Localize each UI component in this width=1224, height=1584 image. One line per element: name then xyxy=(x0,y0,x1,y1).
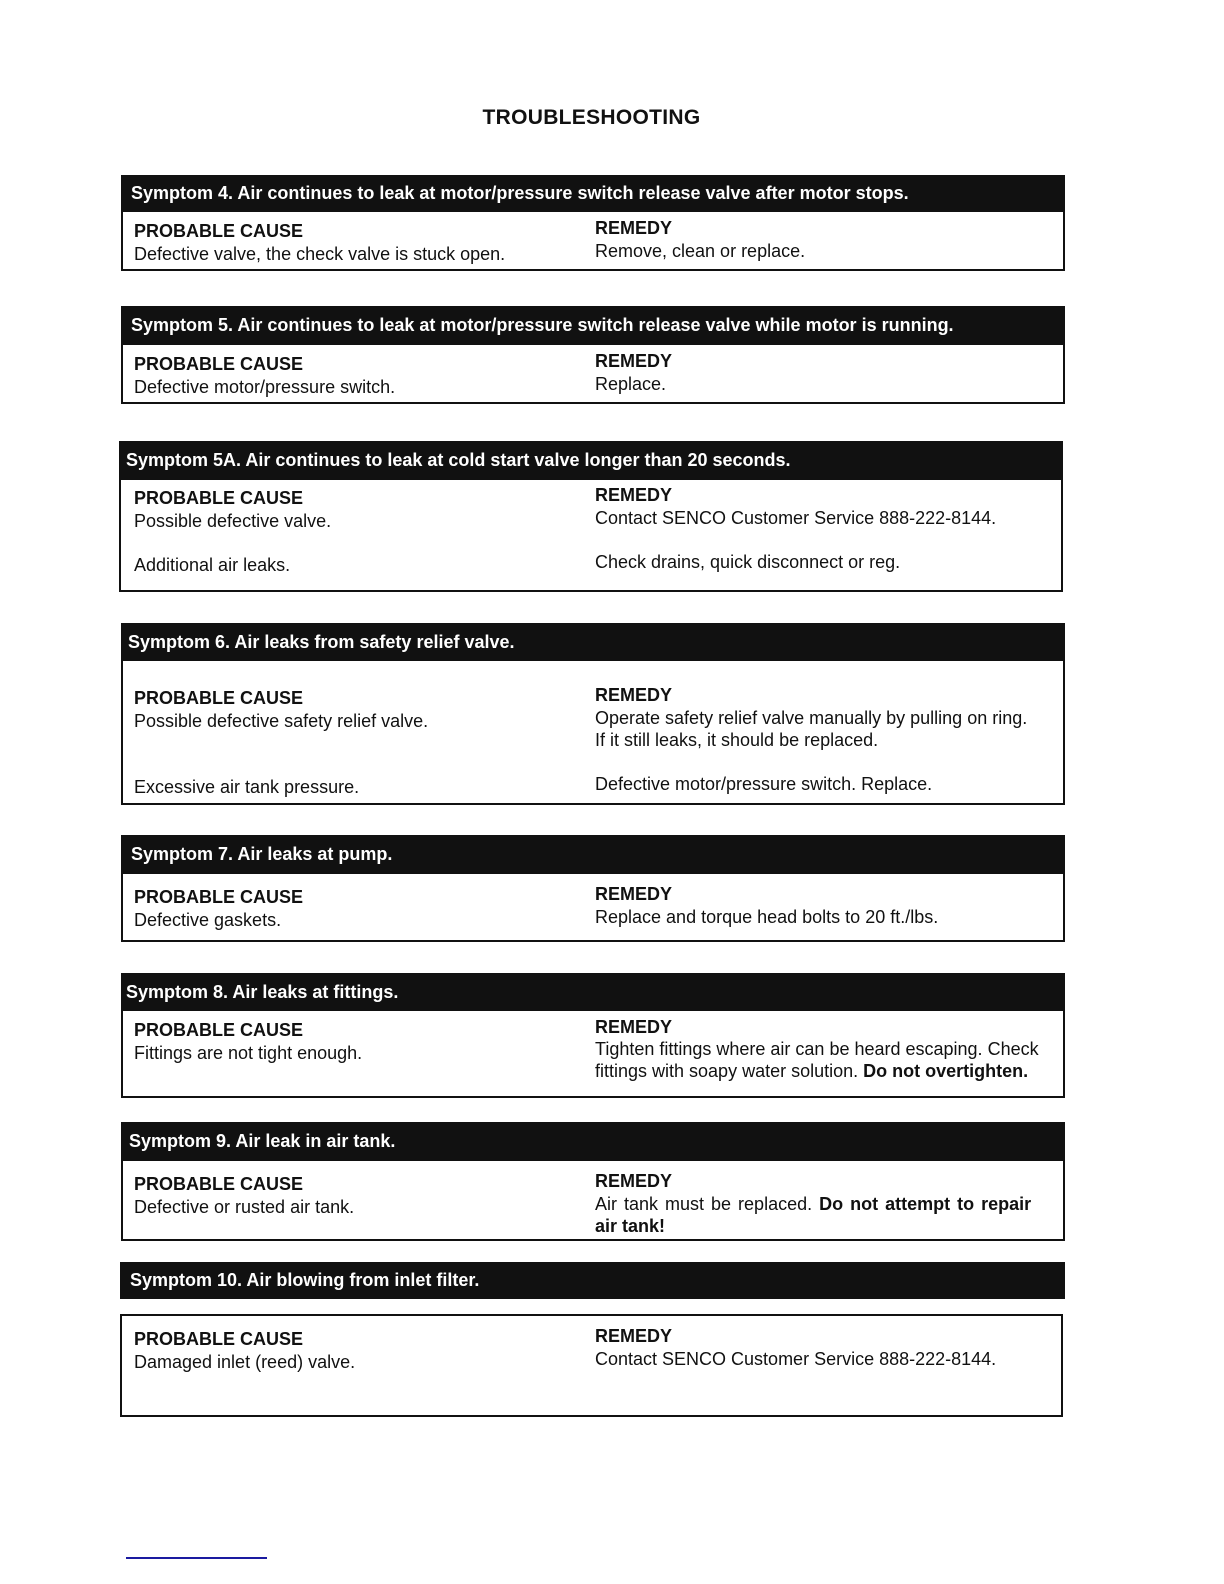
cause-text: Possible defective safety relief valve. xyxy=(134,711,429,731)
cause-text: Defective motor/pressure switch. xyxy=(134,377,396,397)
cause-label: PROBABLE CAUSE xyxy=(134,354,304,374)
symptom-8-box xyxy=(121,973,1065,1098)
symptom-6-box xyxy=(121,623,1065,805)
symptom-header: Symptom 5. Air continues to leak at motor/pressure switch release valve while motor is running. xyxy=(121,306,1065,345)
symptom-7-box xyxy=(121,835,1065,942)
cause-text: Defective valve, the check valve is stuck open. xyxy=(134,244,506,264)
remedy-text-part: fittings with soapy water solution. xyxy=(595,1061,859,1081)
remedy-warning: Do not attempt to repair xyxy=(819,1194,1032,1214)
remedy-label: REMEDY xyxy=(595,485,673,505)
symptom-header: Symptom 6. Air leaks from safety relief valve. xyxy=(121,623,1065,661)
cause-text: Defective gaskets. xyxy=(134,910,282,930)
remedy-text xyxy=(595,1060,1028,1082)
cause-label: PROBABLE CAUSE xyxy=(134,1329,304,1349)
symptom-header: Symptom 8. Air leaks at fittings. xyxy=(121,973,1065,1011)
cause-text: Defective or rusted air tank. xyxy=(134,1197,355,1217)
page-title: TROUBLESHOOTING xyxy=(482,106,701,129)
symptom-header: Symptom 9. Air leak in air tank. xyxy=(121,1122,1065,1161)
cause-label: PROBABLE CAUSE xyxy=(134,1174,304,1194)
remedy-label: REMEDY xyxy=(595,685,673,705)
remedy-label: REMEDY xyxy=(595,1171,673,1191)
symptom-header: Symptom 7. Air leaks at pump. xyxy=(121,835,1065,874)
remedy-label: REMEDY xyxy=(595,1326,673,1346)
cause-text: Damaged inlet (reed) valve. xyxy=(134,1352,356,1372)
remedy-text: Operate safety relief valve manually by pulling on ring. xyxy=(595,708,1028,728)
cause-text: Excessive air tank pressure. xyxy=(134,777,360,797)
remedy-text: Replace and torque head bolts to 20 ft./lbs. xyxy=(595,907,939,927)
footer-rule xyxy=(126,1557,267,1559)
cause-label: PROBABLE CAUSE xyxy=(134,688,304,708)
remedy-warning: Do not overtighten. xyxy=(863,1061,1029,1081)
cause-text: Possible defective valve. xyxy=(134,511,332,531)
remedy-warning: air tank! xyxy=(595,1216,666,1236)
cause-label: PROBABLE CAUSE xyxy=(134,1020,304,1040)
remedy-label: REMEDY xyxy=(595,884,673,904)
remedy-text: Remove, clean or replace. xyxy=(595,241,806,261)
remedy-text xyxy=(595,1193,1031,1215)
symptom-5a-box xyxy=(119,441,1063,592)
cause-text: Additional air leaks. xyxy=(134,555,291,575)
symptom-9-box xyxy=(121,1122,1065,1241)
remedy-text-part: Air tank must be replaced. xyxy=(595,1194,813,1214)
remedy-text: Tighten fittings where air can be heard escaping. Check xyxy=(595,1039,1039,1059)
remedy-text: If it still leaks, it should be replaced. xyxy=(595,730,879,750)
remedy-label: REMEDY xyxy=(595,218,673,238)
cause-text: Fittings are not tight enough. xyxy=(134,1043,363,1063)
remedy-label: REMEDY xyxy=(595,351,673,371)
cause-label: PROBABLE CAUSE xyxy=(134,887,304,907)
remedy-label: REMEDY xyxy=(595,1017,673,1037)
remedy-text: Contact SENCO Customer Service 888-222-8144. xyxy=(595,1349,997,1369)
symptom-header: Symptom 4. Air continues to leak at motor/pressure switch release valve after motor stops. xyxy=(121,175,1065,212)
symptom-header: Symptom 5A. Air continues to leak at cold start valve longer than 20 seconds. xyxy=(119,441,1063,480)
remedy-text: Defective motor/pressure switch. Replace. xyxy=(595,774,933,794)
cause-label: PROBABLE CAUSE xyxy=(134,488,304,508)
remedy-text: Check drains, quick disconnect or reg. xyxy=(595,552,901,572)
symptom-5-box xyxy=(121,306,1065,404)
symptom-4-box xyxy=(121,175,1065,271)
symptom-header: Symptom 10. Air blowing from inlet filter. xyxy=(120,1262,1065,1299)
cause-label: PROBABLE CAUSE xyxy=(134,221,304,241)
symptom-10-box xyxy=(120,1314,1063,1417)
remedy-text: Replace. xyxy=(595,374,667,394)
remedy-text: Contact SENCO Customer Service 888-222-8144. xyxy=(595,508,997,528)
